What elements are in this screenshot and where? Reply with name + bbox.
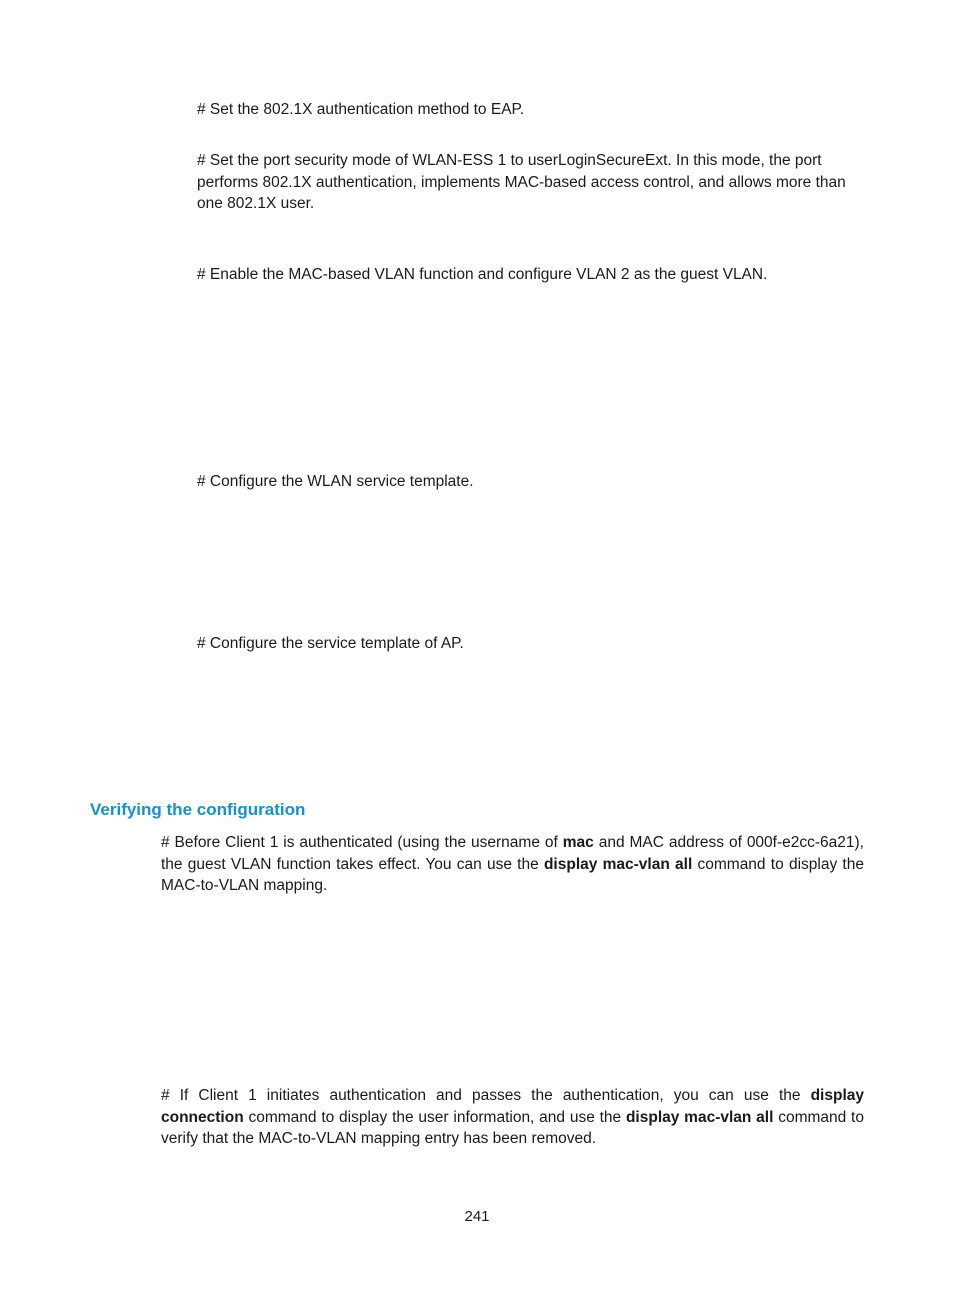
step-set-auth-method: # Set the 802.1X authentication method to EAP. [197, 101, 525, 118]
paragraph-guest-vlan [161, 832, 864, 897]
page-number: 241 [464, 1208, 490, 1225]
step-set-port-security: # Set the port security mode of WLAN-ESS 1 to userLoginSecureExt. In this mode, the port performs 802.1X authentication, implements MAC-based access control, and allows more than one 802.1X user. [197, 152, 846, 212]
command-keyword: mac [562, 834, 594, 851]
step-configure-template: # Configure the WLAN service template. [197, 473, 474, 490]
command-keyword: display connection [161, 1087, 864, 1126]
paragraph-text: # If Client 1 initiates authentication and passes the authentication, you can use the [161, 1087, 811, 1104]
paragraph-text: command to display the user information, and use the [243, 1108, 626, 1126]
paragraph-text: command to verify that the MAC-to-VLAN mapping entry has been removed. [161, 1108, 864, 1147]
paragraph-text: command to display the MAC-to-VLAN mapping. [161, 855, 864, 894]
step-configure-ap-template: # Configure the service template of AP. [197, 635, 464, 652]
step-enable-mac-vlan: # Enable the MAC-based VLAN function and configure VLAN 2 as the guest VLAN. [197, 266, 768, 283]
command-keyword: display mac-vlan all [625, 1108, 774, 1126]
paragraph-text: and MAC address of 000f-e2cc-6a21), the guest VLAN function takes effect. You can use the [161, 834, 864, 873]
paragraph-authenticated [161, 1085, 864, 1150]
section-heading: Verifying the configuration [90, 800, 306, 819]
command-keyword: display mac-vlan all [543, 855, 693, 873]
paragraph-text: # Before Client 1 is authenticated (using the username of [161, 834, 563, 851]
